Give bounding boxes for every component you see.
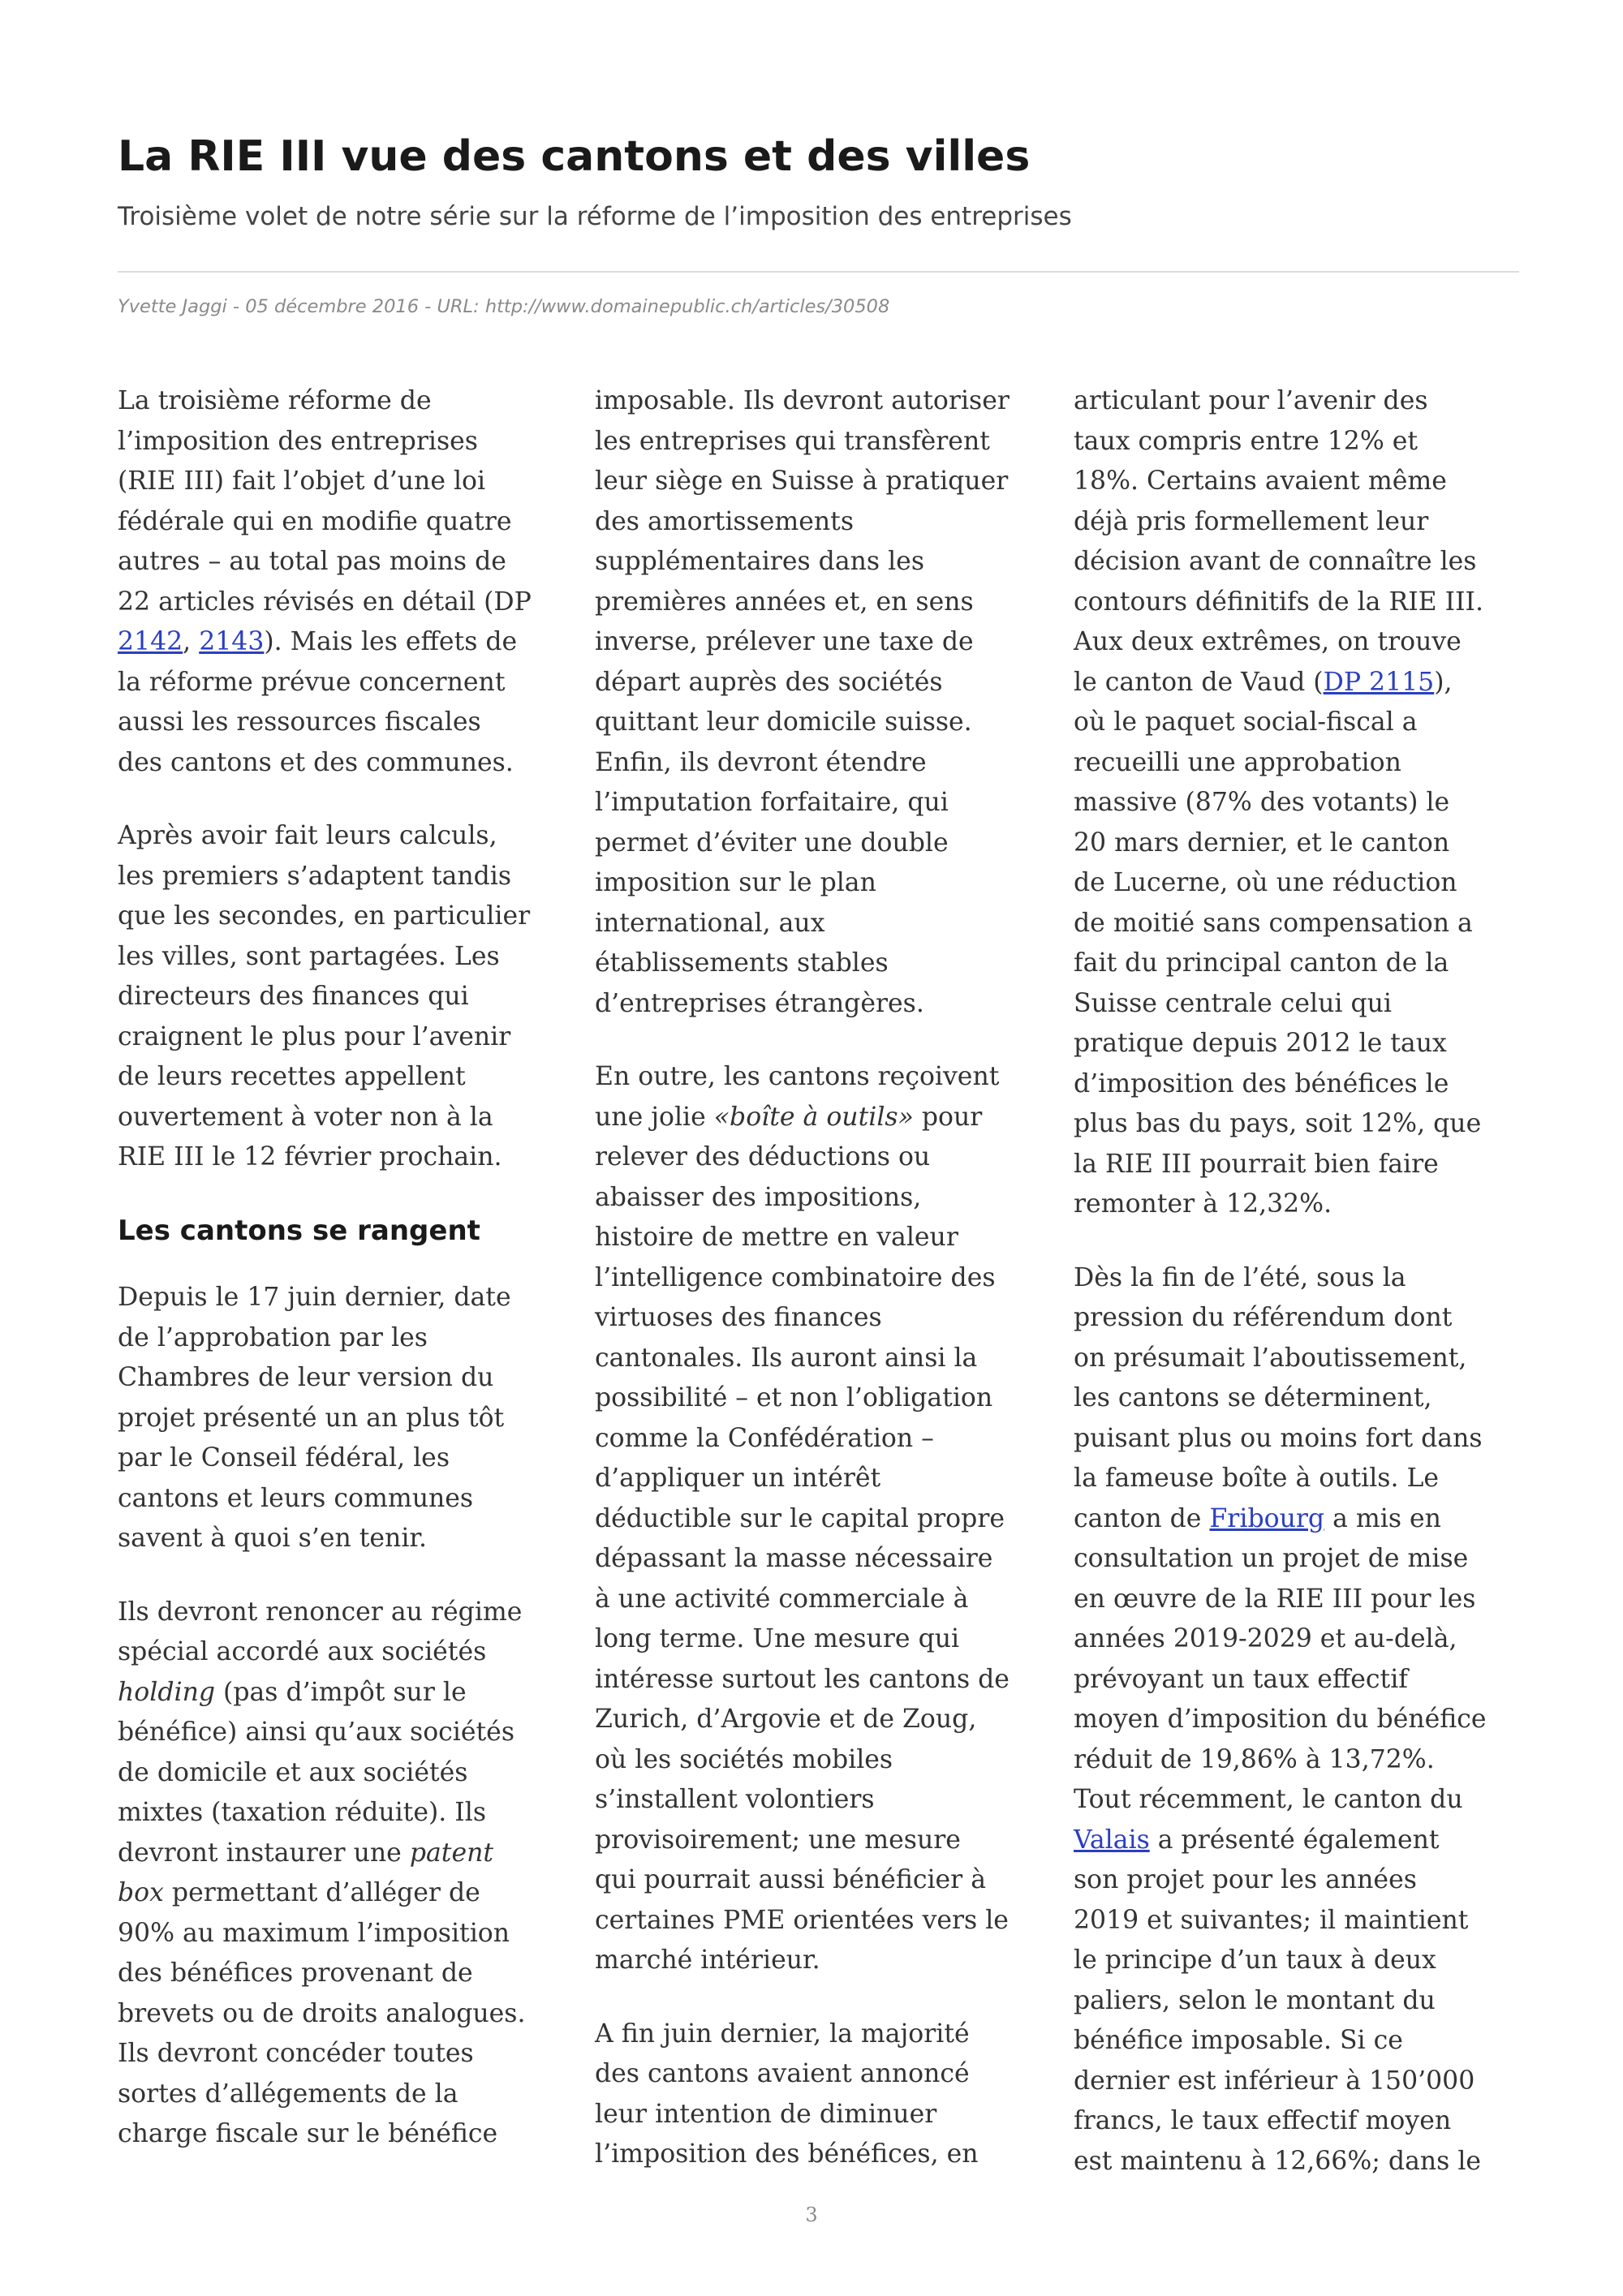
text-line: imposition sur le plan [595,868,876,897]
text-line: articulant pour l’avenir des [1074,386,1428,415]
text-line: craignent le plus pour l’avenir [118,1021,511,1051]
article-meta: Yvette Jaggi - 05 décembre 2016 - URL: http://www.domainepublic.ch/articles/30508 [118,296,890,317]
text-line: taux compris entre 12% et [1074,426,1419,456]
link-dp-2142[interactable]: 2142 [118,627,183,656]
paragraph [595,381,1049,1024]
text-line: qui pourrait aussi bénéficier à [595,1865,987,1894]
text-line: Enfin, ils devront étendre [595,747,927,777]
text-line: années 2019-2029 et au-delà, [1074,1624,1457,1653]
text-line: abaisser des impositions, [595,1182,922,1212]
text-fragment: patent [409,1838,494,1868]
text-line: les villes, sont partagées. Les [118,941,500,971]
text-fragment: ). Mais les effets de [264,627,518,656]
text-line [1074,663,1528,703]
text-line: Tout récemment, le canton du [1074,1785,1463,1814]
text-line: mixtes (taxation réduite). Ils [118,1798,486,1827]
text-line: paliers, selon le montant du [1074,1985,1436,2015]
text-line: francs, le taux effectif moyen [1074,2106,1452,2135]
text-line: savent à quoi s’en tenir. [118,1524,428,1553]
text-fragment: a présenté également [1149,1825,1440,1855]
text-line: projet présenté un an plus tôt [118,1403,505,1433]
text-line: Aux deux extrêmes, on trouve [1074,627,1462,656]
text-line: Ils devront concéder toutes [118,2039,474,2068]
text-line: Chambres de leur version du [118,1363,494,1392]
text-line: plus bas du pays, soit 12%, que [1074,1109,1482,1138]
text-line: 90% au maximum l’imposition [118,1918,510,1948]
text-line: ouvertement à voter non à la [118,1102,493,1132]
section-heading: Les cantons se rangent [118,1214,480,1247]
text-line: des amortissements [595,506,854,536]
text-line: bénéfice imposable. Si ce [1074,2026,1403,2055]
text-line: Dès la fin de l’été, sous la [1074,1262,1406,1292]
text-line: que les secondes, en particulier [118,901,531,931]
text-fragment: pour [913,1102,983,1132]
text-line: permet d’éviter une double [595,828,949,858]
text-line: prévoyant un taux effectif [1074,1664,1408,1694]
text-fragment: , [183,627,200,656]
text-line: réduit de 19,86% à 13,72%. [1074,1744,1435,1774]
text-line: de domicile et aux sociétés [118,1757,468,1787]
text-line: établissements stables [595,948,889,978]
text-column-3 [1074,381,1528,2182]
text-line: Zurich, d’Argovie et de Zoug, [595,1705,977,1734]
text-line: certaines PME orientées vers le [595,1905,1009,1935]
text-line: en œuvre de la RIE III pour les [1074,1584,1476,1614]
paragraph [595,2014,1049,2175]
text-line: leur intention de diminuer [595,2099,937,2129]
text-line: contours définitifs de la RIE III. [1074,587,1483,617]
text-fragment: holding [118,1677,216,1707]
text-line: comme la Confédération – [595,1423,934,1453]
text-line: 22 articles révisés en détail (DP [118,587,532,617]
text-line: par le Conseil fédéral, les [118,1443,450,1473]
article-title: La RIE III vue des cantons et des villes [118,132,1031,181]
text-line [118,622,572,663]
text-line: autres – au total pas moins de [118,547,506,576]
text-line: est maintenu à 12,66%; dans le [1074,2146,1482,2176]
paragraph [118,1278,572,1559]
text-line: des cantons et des communes. [118,747,514,777]
text-line: l’imposition des entreprises [118,426,478,456]
text-line: des bénéfices provenant de [118,1958,473,1988]
text-line: déjà pris formellement leur [1074,506,1429,536]
paragraph [1074,381,1528,1225]
text-line: long terme. Une mesure qui [595,1624,960,1653]
text-fragment: (pas d’impôt sur le [215,1677,467,1707]
text-line: marché intérieur. [595,1946,820,1975]
text-line [118,1673,572,1713]
text-line: les entreprises qui transfèrent [595,426,990,456]
paragraph [118,381,572,783]
text-line: virtuoses des finances [595,1303,882,1332]
text-line: possibilité – et non l’obligation [595,1383,993,1412]
text-line: directeurs des finances qui [118,982,469,1011]
text-line: quittant leur domicile suisse. [595,707,972,737]
text-line: premières années et, en sens [595,587,974,617]
text-line: le principe d’un taux à deux [1074,1946,1436,1975]
paragraph [595,1057,1049,1981]
text-line: remonter à 12,32%. [1074,1189,1332,1219]
text-line [118,1873,572,1914]
text-line: à une activité commerciale à [595,1584,969,1614]
text-fragment: box [118,1878,164,1907]
text-line: sortes d’allégements de la [118,2079,458,2109]
text-line: relever des déductions ou [595,1142,931,1172]
text-column-2 [595,381,1049,2175]
text-line: d’imposition des bénéfices le [1074,1068,1449,1099]
text-fragment: permettant d’alléger de [163,1878,480,1907]
text-line: son projet pour les années [1074,1865,1417,1894]
text-line: d’entreprises étrangères. [595,988,924,1018]
text-line: international, aux [595,908,825,938]
text-line: dernier est inférieur à 150’000 [1074,2066,1475,2096]
link-dp-2143[interactable]: 2143 [199,627,265,656]
text-line: 2019 et suivantes; il maintient [1074,1905,1469,1935]
article-subtitle: Troisième volet de notre série sur la réforme de l’imposition des entreprises [118,202,1072,231]
text-line: spécial accordé aux sociétés [118,1637,487,1666]
text-line: imposable. Ils devront autoriser [595,386,1010,415]
text-line: l’imposition des bénéfices, en [595,2139,979,2169]
text-fragment: «boîte à outils» [713,1102,914,1132]
text-line: s’installent volontiers [595,1785,875,1814]
text-line: supplémentaires dans les [595,547,924,576]
text-line: massive (87% des votants) le [1074,788,1450,817]
link-fribourg[interactable]: Fribourg [1209,1503,1325,1533]
text-line: d’appliquer un intérêt [595,1464,881,1493]
text-line: aussi les ressources fiscales [118,707,481,737]
paragraph [1074,1258,1528,2182]
text-line: déductible sur le capital propre [595,1503,1005,1533]
text-line: bénéfice) ainsi qu’aux sociétés [118,1718,514,1747]
text-line [1074,1821,1528,1861]
text-line: décision avant de connaître les [1074,547,1477,576]
text-fragment: une jolie [595,1102,714,1132]
text-line: La troisième réforme de [118,386,432,415]
text-line: Depuis le 17 juin dernier, date [118,1283,511,1312]
link-dp-2115[interactable]: DP 2115 [1323,667,1435,697]
text-line: En outre, les cantons reçoivent [595,1062,1000,1091]
text-line: pratique depuis 2012 le taux [1074,1029,1447,1058]
text-line: pression du référendum dont [1074,1303,1453,1332]
text-line [595,1098,1049,1138]
text-line [118,1834,572,1874]
text-line: charge fiscale sur le bénéfice [118,2119,498,2148]
text-line: inverse, prélever une taxe de [595,627,974,656]
text-line: de Lucerne, où une réduction [1074,868,1457,897]
text-line: des cantons avaient annoncé [595,2059,970,2088]
text-line: histoire de mettre en valeur [595,1223,958,1252]
text-line: cantons et leurs communes [118,1483,474,1513]
text-fragment: devront instaurer une [118,1838,410,1868]
text-line [1074,1499,1528,1540]
text-line: la réforme prévue concernent [118,667,506,697]
text-fragment: ), [1434,667,1453,697]
text-line: consultation un projet de mise [1074,1544,1469,1573]
paragraph [118,1593,572,2155]
text-column-1 [118,381,572,2155]
page-number: 3 [805,2204,818,2226]
text-line: de l’approbation par les [118,1322,428,1352]
text-line: 20 mars dernier, et le canton [1074,828,1450,858]
paragraph [118,816,572,1178]
text-fragment: canton de [1074,1503,1210,1533]
text-line: de moitié sans compensation a [1074,908,1473,938]
text-line: dépassant la masse nécessaire [595,1544,993,1573]
text-line: cantonales. Ils auront ainsi la [595,1343,978,1373]
text-line: RIE III le 12 février prochain. [118,1142,502,1172]
text-line: on présumait l’aboutissement, [1074,1343,1467,1373]
text-line: leur siège en Suisse à pratiquer [595,467,1009,496]
text-line: fait du principal canton de la [1074,948,1449,978]
text-line: la fameuse boîte à outils. Le [1074,1464,1440,1493]
text-line: puisant plus ou moins fort dans [1074,1423,1483,1453]
text-line: moyen d’imposition du bénéfice [1074,1705,1487,1734]
text-line: provisoirement; une mesure [595,1825,961,1855]
text-fragment: le canton de Vaud ( [1074,667,1324,697]
text-line: départ auprès des sociétés [595,667,943,697]
text-line: où le paquet social-fiscal a [1074,707,1418,737]
text-line: les cantons se déterminent, [1074,1383,1432,1412]
text-line: 18%. Certains avaient même [1074,467,1447,496]
text-line: l’imputation forfaitaire, qui [595,788,949,817]
text-line: les premiers s’adaptent tandis [118,861,512,891]
text-line: où les sociétés mobiles [595,1744,893,1774]
text-fragment: a mis en [1324,1503,1441,1533]
text-line: de leurs recettes appellent [118,1062,466,1091]
text-line: Ils devront renoncer au régime [118,1597,523,1627]
link-valais[interactable]: Valais [1074,1825,1150,1855]
text-line: A fin juin dernier, la majorité [595,2019,970,2049]
text-line: l’intelligence combinatoire des [595,1262,996,1292]
text-line: brevets ou de droits analogues. [118,1998,526,2028]
text-line: Après avoir fait leurs calculs, [118,821,497,850]
text-line: Suisse centrale celui qui [1074,988,1392,1018]
text-line: recueilli une approbation [1074,747,1401,777]
header-divider [118,271,1519,273]
text-line: (RIE III) fait l’objet d’une loi [118,467,486,496]
text-line: la RIE III pourrait bien faire [1074,1149,1439,1179]
text-line: fédérale qui en modifie quatre [118,506,512,536]
text-line: intéresse surtout les cantons de [595,1664,1010,1694]
